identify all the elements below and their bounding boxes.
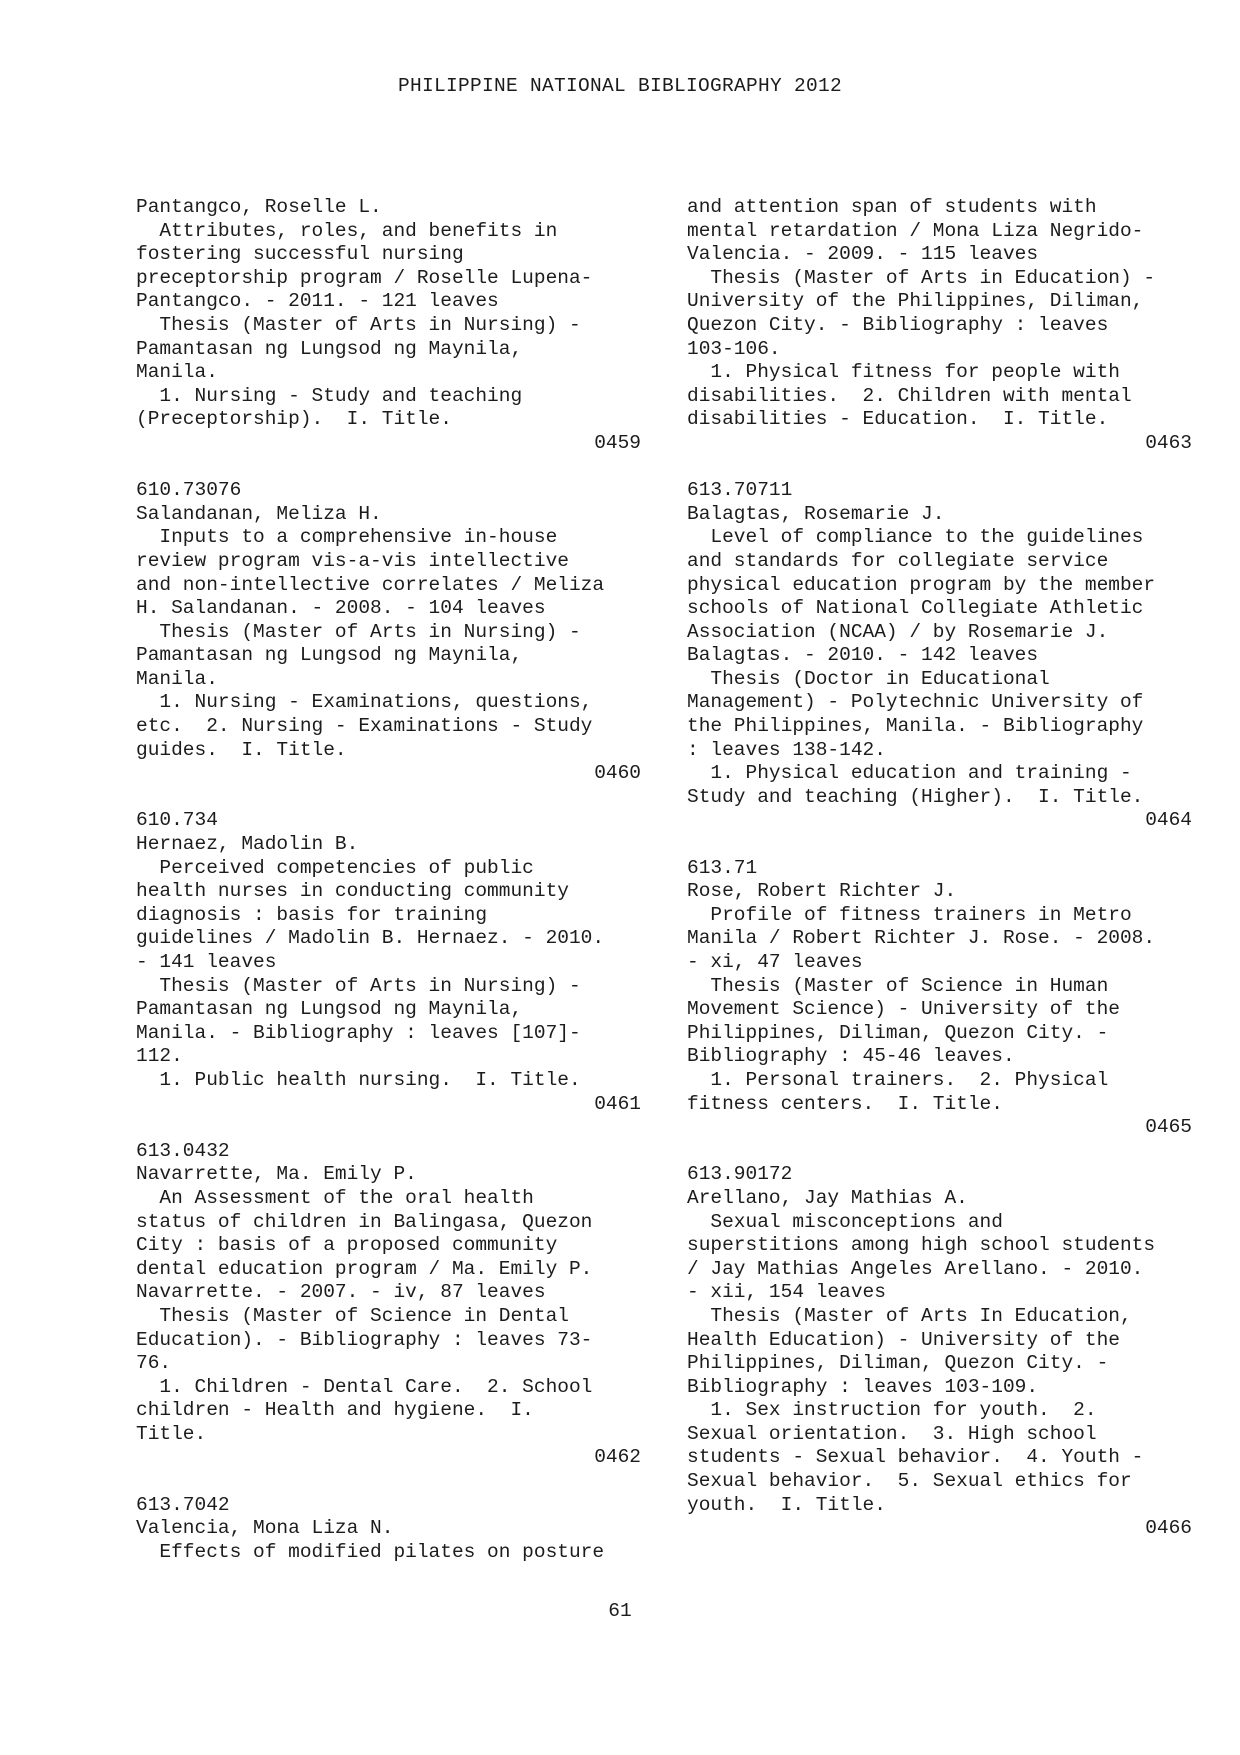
entry-line: An Assessment of the oral health: [136, 1186, 534, 1209]
entry-line: 613.90172: [687, 1163, 793, 1186]
entry-line: review program vis-a-vis intellective: [136, 549, 569, 572]
entry-line: 613.7042: [136, 1493, 230, 1516]
entry-line: Pantangco. - 2011. - 121 leaves: [136, 290, 499, 313]
entry-line: Attributes, roles, and benefits in: [136, 219, 558, 242]
entry-line: Level of compliance to the guidelines: [687, 526, 1144, 549]
entry-line: 103-106.: [687, 337, 781, 360]
entry-line: Arellano, Jay Mathias A.: [687, 1186, 968, 1209]
entry-line: 610.734: [136, 809, 218, 832]
entry-line: Valencia, Mona Liza N.: [136, 1517, 394, 1540]
entry-line: guides. I. Title.: [136, 738, 347, 761]
entry-line: 1. Nursing - Study and teaching: [136, 384, 523, 407]
entry-line: Navarrette, Ma. Emily P.: [136, 1163, 417, 1186]
entry-line: Bibliography : 45-46 leaves.: [687, 1045, 1015, 1068]
page-header: PHILIPPINE NATIONAL BIBLIOGRAPHY 2012: [397, 75, 843, 97]
entry-line: Pamantasan ng Lungsod ng Maynila,: [136, 644, 523, 667]
entry-line: etc. 2. Nursing - Examinations - Study: [136, 715, 593, 738]
entry-line: Thesis (Master of Science in Human: [687, 974, 1109, 997]
entry-line: Thesis (Master of Arts in Education) -: [687, 266, 1156, 289]
entry-line: and non-intellective correlates / Meliza: [136, 573, 605, 596]
entry-line: Thesis (Master of Arts in Nursing) -: [136, 974, 581, 997]
entry-line: Thesis (Master of Science in Dental: [136, 1304, 569, 1327]
page-number: 61: [608, 1600, 632, 1622]
entry-line: 1. Physical fitness for people with: [687, 361, 1120, 384]
entry-line: health nurses in conducting community: [136, 880, 569, 903]
entry-line: 613.0432: [136, 1139, 230, 1162]
right-column: [687, 196, 1192, 1541]
entry-line: students - Sexual behavior. 4. Youth -: [687, 1446, 1144, 1469]
entry-line: Navarrette. - 2007. - iv, 87 leaves: [136, 1281, 546, 1304]
entry-line: Pamantasan ng Lungsod ng Maynila,: [136, 998, 523, 1021]
entry-line: Manila / Robert Richter J. Rose. - 2008.: [687, 927, 1156, 950]
entry-line: 1. Nursing - Examinations, questions,: [136, 691, 593, 714]
entry-line: Thesis (Master of Arts in Nursing) -: [136, 313, 581, 336]
entry-line: Thesis (Doctor in Educational: [687, 667, 1050, 690]
entry-line: children - Health and hygiene. I.: [136, 1399, 534, 1422]
blank-line: [687, 1140, 1192, 1164]
entry-number: 0464: [1145, 809, 1192, 832]
entry-number: 0460: [594, 762, 641, 785]
blank-line: [136, 786, 641, 810]
entry-line: guidelines / Madolin B. Hernaez. - 2010.: [136, 927, 605, 950]
entry-line: Quezon City. - Bibliography : leaves: [687, 313, 1109, 336]
entry-line: 1. Children - Dental Care. 2. School: [136, 1375, 593, 1398]
entry-line: Manila.: [136, 361, 218, 384]
entry-line: Association (NCAA) / by Rosemarie J.: [687, 620, 1109, 643]
entry-line: dental education program / Ma. Emily P.: [136, 1257, 593, 1280]
entry-line: - xii, 154 leaves: [687, 1281, 886, 1304]
entry-line: Salandanan, Meliza H.: [136, 502, 382, 525]
entry-line: 76.: [136, 1352, 172, 1375]
entry-line: and attention span of students with: [687, 196, 1097, 218]
blank-line: [136, 456, 641, 480]
entry-line: Hernaez, Madolin B.: [136, 833, 359, 856]
entry-line: 112.: [136, 1045, 183, 1068]
entry-line: Manila. - Bibliography : leaves [107]-: [136, 1021, 581, 1044]
entry-line: Sexual orientation. 3. High school: [687, 1422, 1097, 1445]
entry-line: Education). - Bibliography : leaves 73-: [136, 1328, 593, 1351]
entry-number: 0462: [594, 1446, 641, 1469]
entry-line: Sexual behavior. 5. Sexual ethics for: [687, 1470, 1132, 1493]
entry-line: Rose, Robert Richter J.: [687, 880, 957, 903]
entry-line: 1. Physical education and training -: [687, 762, 1132, 785]
entry-line: Bibliography : leaves 103-109.: [687, 1375, 1039, 1398]
entry-line: 1. Sex instruction for youth. 2.: [687, 1399, 1097, 1422]
entry-line: / Jay Mathias Angeles Arellano. - 2010.: [687, 1257, 1144, 1280]
entry-line: Management) - Polytechnic University of: [687, 691, 1144, 714]
entry-number: 0466: [1145, 1517, 1192, 1540]
entry-line: Philippines, Diliman, Quezon City. -: [687, 1352, 1109, 1375]
entry-line: and standards for collegiate service: [687, 549, 1109, 572]
blank-line: [687, 456, 1192, 480]
entry-line: Thesis (Master of Arts In Education,: [687, 1304, 1132, 1327]
entry-line: Manila.: [136, 667, 218, 690]
entry-line: fitness centers. I. Title.: [687, 1092, 1003, 1115]
entry-line: schools of National Collegiate Athletic: [687, 597, 1144, 620]
entry-line: (Preceptorship). I. Title.: [136, 408, 452, 431]
entry-line: fostering successful nursing: [136, 243, 464, 266]
entry-line: diagnosis : basis for training: [136, 903, 488, 926]
entry-line: Effects of modified pilates on posture: [136, 1540, 605, 1563]
entry-line: Study and teaching (Higher). I. Title.: [687, 785, 1144, 808]
entry-line: 610.73076: [136, 479, 242, 502]
entry-number: 0463: [1145, 431, 1192, 454]
entry-line: Perceived competencies of public: [136, 856, 534, 879]
entry-line: superstitions among high school students: [687, 1234, 1156, 1257]
entry-line: mental retardation / Mona Liza Negrido-: [687, 219, 1144, 242]
blank-line: [136, 1470, 641, 1494]
entry-number: 0459: [594, 431, 641, 454]
entry-line: University of the Philippines, Diliman,: [687, 290, 1144, 313]
entry-line: Pamantasan ng Lungsod ng Maynila,: [136, 337, 523, 360]
entry-line: Thesis (Master of Arts in Nursing) -: [136, 620, 581, 643]
entry-line: 1. Public health nursing. I. Title.: [136, 1068, 581, 1091]
entry-line: Balagtas, Rosemarie J.: [687, 502, 945, 525]
entry-line: disabilities. 2. Children with mental: [687, 384, 1132, 407]
entry-line: youth. I. Title.: [687, 1493, 886, 1516]
entry-line: the Philippines, Manila. - Bibliography: [687, 715, 1144, 738]
entry-line: Title.: [136, 1422, 207, 1445]
entry-line: Balagtas. - 2010. - 142 leaves: [687, 644, 1039, 667]
entry-number: 0465: [1145, 1116, 1192, 1139]
entry-line: Philippines, Diliman, Quezon City. -: [687, 1021, 1109, 1044]
entry-number: 0461: [594, 1092, 641, 1115]
blank-line: [687, 833, 1192, 857]
entry-line: disabilities - Education. I. Title.: [687, 408, 1109, 431]
entry-line: physical education program by the member: [687, 573, 1156, 596]
entry-line: - xi, 47 leaves: [687, 951, 863, 973]
entry-line: City : basis of a proposed community: [136, 1234, 558, 1257]
left-column: [136, 196, 641, 1564]
entry-line: - 141 leaves: [136, 951, 277, 973]
entry-line: 613.71: [687, 856, 758, 879]
entry-line: Sexual misconceptions and: [687, 1210, 1003, 1233]
blank-line: [136, 1116, 641, 1140]
entry-line: 613.70711: [687, 479, 793, 502]
entry-line: preceptorship program / Roselle Lupena-: [136, 266, 593, 289]
entry-line: Valencia. - 2009. - 115 leaves: [687, 243, 1039, 266]
entry-line: Movement Science) - University of the: [687, 998, 1120, 1021]
entry-line: : leaves 138-142.: [687, 738, 886, 761]
entry-line: Profile of fitness trainers in Metro: [687, 903, 1132, 926]
entry-line: H. Salandanan. - 2008. - 104 leaves: [136, 597, 546, 620]
entry-line: 1. Personal trainers. 2. Physical: [687, 1068, 1109, 1091]
entry-line: Pantangco, Roselle L.: [136, 196, 382, 218]
entry-line: Health Education) - University of the: [687, 1328, 1120, 1351]
entry-line: status of children in Balingasa, Quezon: [136, 1210, 593, 1233]
entry-line: Inputs to a comprehensive in-house: [136, 526, 558, 549]
